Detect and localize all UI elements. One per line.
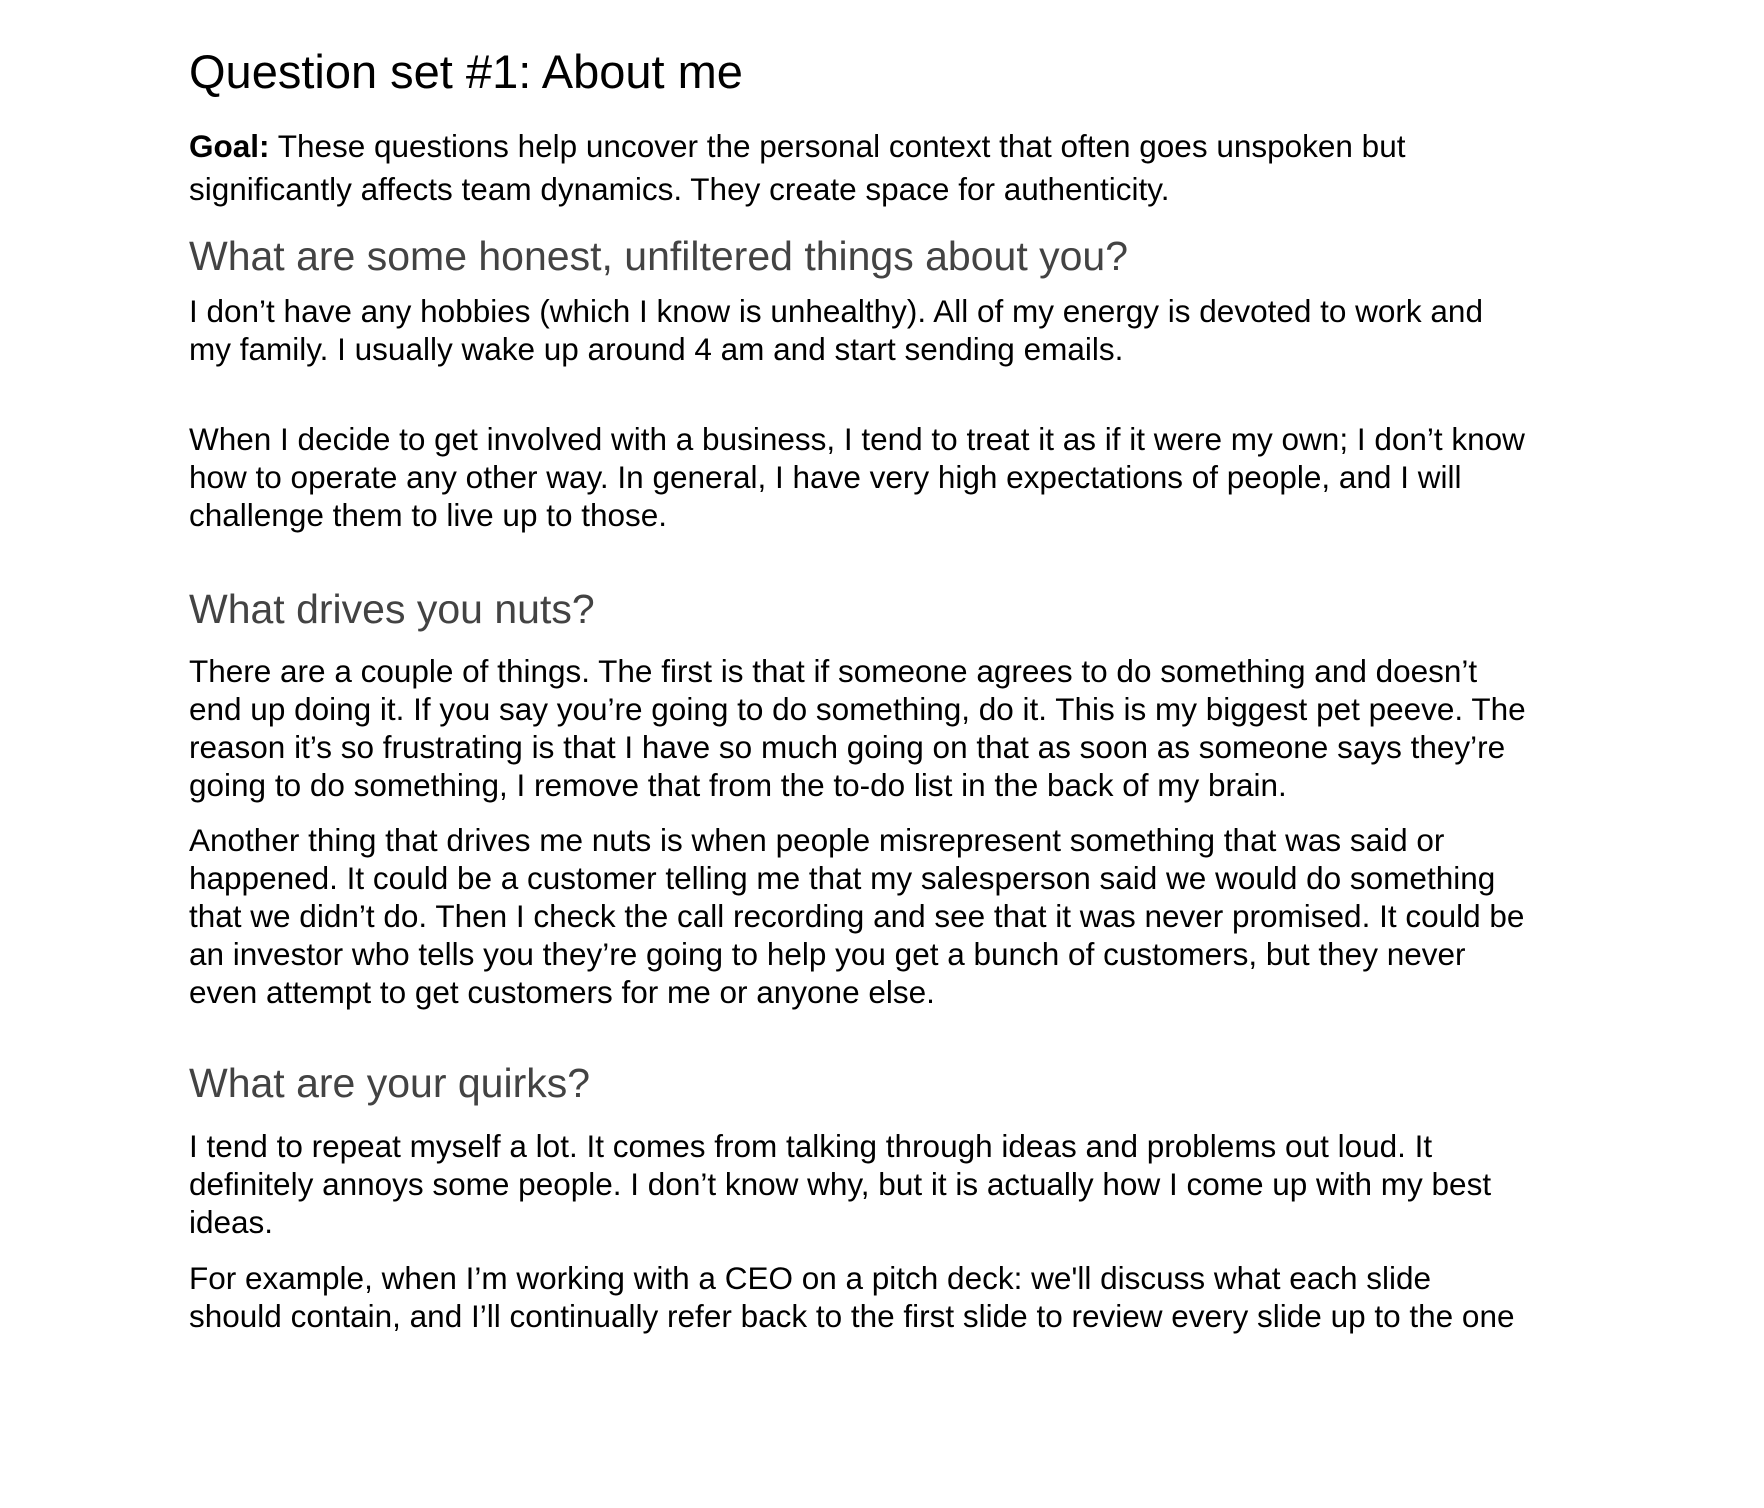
- text-line: how to operate any other way. In general, I have very high expectations of people, and I will: [189, 459, 1462, 495]
- section-drives-nuts-paragraph-2: [189, 821, 1609, 1011]
- text-line: going to do something, I remove that from the to-do list in the back of my brain.: [189, 767, 1287, 803]
- goal-text-line: significantly affects team dynamics. They create space for authenticity.: [189, 171, 1170, 207]
- text-line: my family. I usually wake up around 4 am and start sending emails.: [189, 331, 1124, 367]
- goal-text-line: These questions help uncover the personal context that often goes unspoken but: [269, 128, 1406, 164]
- text-line: an investor who tells you they’re going to help you get a bunch of customers, but they never: [189, 936, 1466, 972]
- text-line: end up doing it. If you say you’re going to do something, do it. This is my biggest pet peeve. The: [189, 691, 1526, 727]
- section-heading-honest: What are some honest, unfiltered things about you?: [189, 233, 1129, 279]
- text-line: even attempt to get customers for me or anyone else.: [189, 974, 935, 1010]
- text-line: reason it’s so frustrating is that I have so much going on that as soon as someone says they’re: [189, 729, 1506, 765]
- goal-paragraph: [189, 125, 1609, 211]
- section-heading-drives-nuts: What drives you nuts?: [189, 586, 595, 632]
- text-line: ideas.: [189, 1204, 274, 1240]
- text-line: For example, when I’m working with a CEO on a pitch deck: we'll discuss what each slide: [189, 1260, 1432, 1296]
- goal-label: Goal:: [189, 128, 270, 164]
- text-line: I don’t have any hobbies (which I know is unhealthy). All of my energy is devoted to work and: [189, 293, 1483, 329]
- text-line: Another thing that drives me nuts is when people misrepresent something that was said or: [189, 822, 1445, 858]
- text-line: happened. It could be a customer telling me that my salesperson said we would do something: [189, 860, 1496, 896]
- text-line: There are a couple of things. The first is that if someone agrees to do something and doesn’t: [189, 653, 1478, 689]
- text-line: that we didn’t do. Then I check the call recording and see that it was never promised. It could be: [189, 898, 1525, 934]
- section-heading-quirks: What are your quirks?: [189, 1060, 591, 1106]
- text-line: should contain, and I’ll continually refer back to the first slide to review every slide up to the one: [189, 1298, 1515, 1334]
- section-drives-nuts-paragraph-1: [189, 652, 1609, 804]
- page-title: Question set #1: About me: [189, 45, 743, 98]
- section-quirks-paragraph-1: [189, 1127, 1609, 1241]
- text-line: I tend to repeat myself a lot. It comes from talking through ideas and problems out loud. It: [189, 1128, 1433, 1164]
- text-line: challenge them to live up to those.: [189, 497, 668, 533]
- text-line: When I decide to get involved with a business, I tend to treat it as if it were my own; I don’t know: [189, 421, 1525, 457]
- section-quirks-paragraph-2: [189, 1259, 1609, 1335]
- section-honest-paragraph-2: [189, 420, 1609, 534]
- section-honest-paragraph-1: [189, 292, 1609, 368]
- text-line: definitely annoys some people. I don’t know why, but it is actually how I come up with my best: [189, 1166, 1492, 1202]
